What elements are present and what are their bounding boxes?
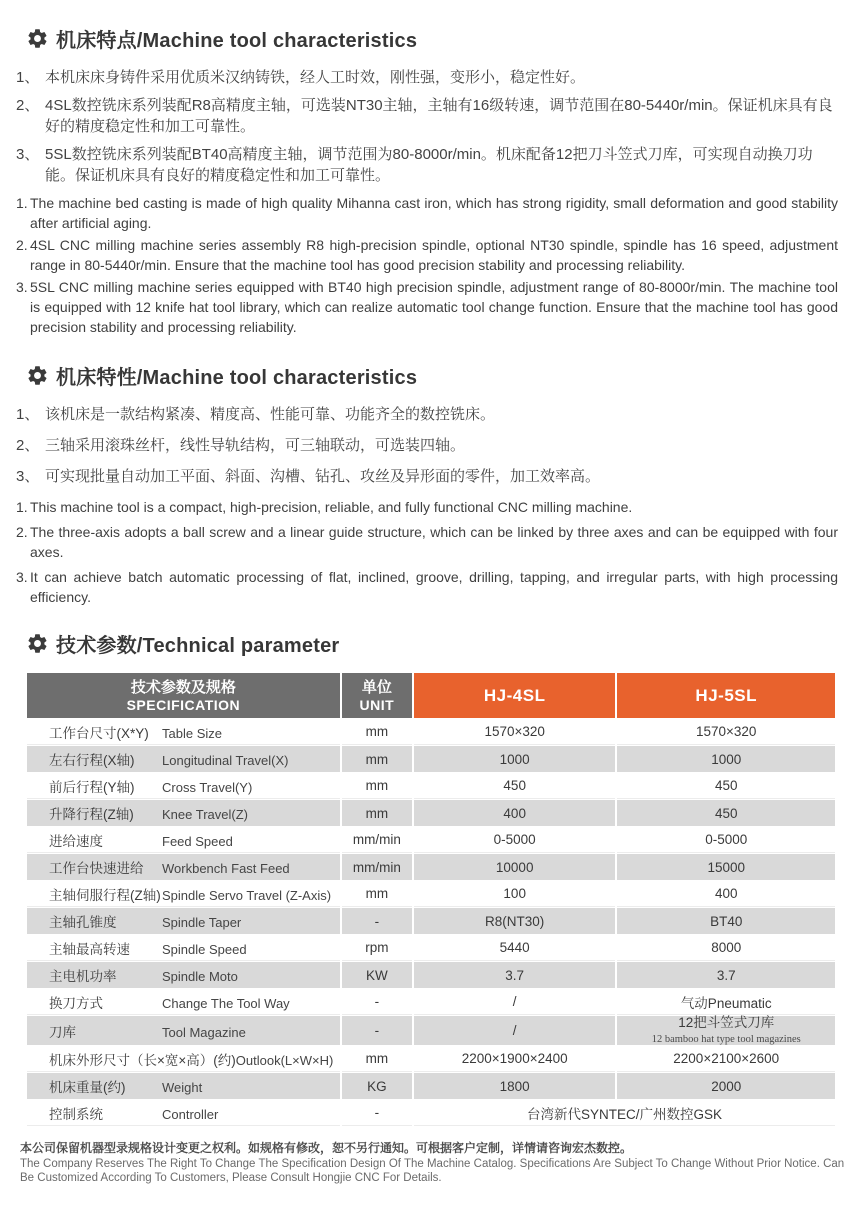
value-cell-span: 台湾新代SYNTEC/广州数控GSK bbox=[414, 1100, 835, 1126]
spec-cell bbox=[27, 935, 340, 961]
value-cell-hj4sl: 100 bbox=[414, 881, 616, 907]
spec-label-cn: 机床重量(约) bbox=[49, 1080, 126, 1095]
value-cell-hj4sl: 1000 bbox=[414, 746, 616, 772]
list-item bbox=[16, 235, 838, 275]
list-item-number: 2. bbox=[16, 524, 28, 540]
value-cell-hj5sl: 3.7 bbox=[617, 962, 835, 988]
spec-label-cn: 控制系统 bbox=[49, 1106, 103, 1122]
col-header-unit-cn: 单位 bbox=[361, 678, 392, 696]
footer-note-en: The Company Reserves The Right To Change The Specification Design Of The Machine Catalog. Specifications Are Subject To Change Without Prior Notice. Can Be Customized According To Customers, Please Consult Hongjie CNC For Details. bbox=[20, 1158, 845, 1184]
unit-cell: mm bbox=[342, 746, 412, 772]
list-item-text: 4SL CNC milling machine series assembly R8 high-precision spindle, optional NT30 spindle, spindle has 16 speed, adjustment range in 80-5440r/min. Ensure that the machine tool has good precision stability and processing reliability. bbox=[30, 237, 838, 273]
spec-cell bbox=[27, 854, 340, 880]
unit-cell: mm bbox=[342, 719, 412, 745]
value-cell-hj4sl: 1570×320 bbox=[414, 719, 616, 745]
value-cell-hj5sl: 450 bbox=[617, 773, 835, 799]
table-row bbox=[27, 746, 835, 772]
spec-label-cn: 前后行程(Y轴) bbox=[49, 779, 135, 795]
list-item-text: 5SL CNC milling machine series equipped with BT40 high precision spindle, adjustment range of 80-8000r/min. The machine tool is equipped with 12 knife hat tool library, which can realize automatic tool change function. Ensure that the machine tool has good precision stability and processing reliability. bbox=[30, 279, 838, 335]
table-row bbox=[27, 989, 835, 1015]
list-item-number: 2、 bbox=[16, 437, 40, 454]
section-heading bbox=[26, 629, 838, 658]
cn-feature-list bbox=[16, 67, 838, 186]
list-item-text: 本机床床身铸件采用优质米汉纳铸铁，经人工时效，刚性强，变形小，稳定性好。 bbox=[45, 69, 586, 86]
list-item-number: 1. bbox=[16, 499, 28, 515]
list-item bbox=[16, 435, 838, 456]
col-header-specification bbox=[27, 673, 340, 718]
list-item bbox=[16, 404, 838, 425]
spec-label-en: Cross Travel(Y) bbox=[162, 779, 253, 795]
spec-table-body bbox=[27, 719, 835, 1126]
spec-label-en: Change The Tool Way bbox=[162, 995, 290, 1011]
value-cell-hj5sl: 8000 bbox=[617, 935, 835, 961]
value-cell-hj4sl: 2200×1900×2400 bbox=[414, 1046, 616, 1072]
list-item-text: 4SL数控铣床系列装配R8高精度主轴，可选装NT30主轴，主轴有16级转速，调节范围在80-5440r/min。保证机床具有良好的精度稳定性和加工可靠性。 bbox=[45, 97, 833, 135]
list-item-number: 3. bbox=[16, 279, 28, 295]
value-cell-hj5sl: 2200×2100×2600 bbox=[617, 1046, 835, 1072]
table-row bbox=[27, 719, 835, 745]
value-cell-hj5sl bbox=[617, 1016, 835, 1045]
table-row bbox=[27, 962, 835, 988]
value-cell-hj4sl: 0-5000 bbox=[414, 827, 616, 853]
table-row bbox=[27, 773, 835, 799]
value-cell-hj5sl: BT40 bbox=[617, 908, 835, 934]
spec-cell bbox=[27, 962, 340, 988]
list-item-number: 1. bbox=[16, 195, 28, 211]
spec-label-cn: 升降行程(Z轴) bbox=[49, 807, 134, 822]
spec-label-en: Outlook(L×W×H) bbox=[235, 1052, 334, 1068]
cn-feature-list bbox=[16, 404, 838, 487]
list-item bbox=[16, 567, 838, 607]
value-cell-hj5sl: 15000 bbox=[617, 854, 835, 880]
spec-label-en: Spindle Moto bbox=[162, 969, 238, 984]
spec-cell bbox=[27, 773, 340, 799]
section-machine-characteristics-2 bbox=[16, 361, 838, 607]
list-item-text: 三轴采用滚珠丝杆，线性导轨结构，可三轴联动，可选装四轴。 bbox=[45, 437, 466, 454]
spec-label-en: Longitudinal Travel(X) bbox=[162, 753, 289, 768]
spec-label-cn: 主电机功率 bbox=[49, 969, 117, 984]
list-item bbox=[16, 277, 838, 337]
list-item-text: It can achieve batch automatic processing of flat, inclined, groove, drilling, tapping, and irregular parts, with high processing efficiency. bbox=[30, 569, 838, 605]
section-machine-characteristics-1 bbox=[16, 24, 838, 337]
table-row bbox=[27, 881, 835, 907]
list-item-number: 3、 bbox=[16, 468, 40, 485]
spec-label-cn: 主轴伺服行程(Z轴) bbox=[49, 887, 161, 903]
footer-note bbox=[20, 1140, 845, 1185]
col-header-unit bbox=[342, 673, 412, 718]
unit-cell: mm/min bbox=[342, 827, 412, 853]
col-header-unit-en: UNIT bbox=[359, 696, 395, 713]
unit-cell: - bbox=[342, 1100, 412, 1126]
spec-cell bbox=[27, 1073, 340, 1099]
list-item bbox=[16, 522, 838, 562]
unit-cell: mm/min bbox=[342, 854, 412, 880]
spec-cell bbox=[27, 746, 340, 772]
spec-label-cn: 进给速度 bbox=[49, 833, 103, 849]
spec-label-cn: 左右行程(X轴) bbox=[49, 753, 135, 768]
value-cell-hj5sl: 1570×320 bbox=[617, 719, 835, 745]
spec-label-en: Spindle Speed bbox=[162, 941, 247, 957]
list-item bbox=[16, 193, 838, 233]
en-feature-list bbox=[16, 497, 838, 607]
spec-cell bbox=[27, 800, 340, 826]
unit-cell: mm bbox=[342, 800, 412, 826]
unit-cell: mm bbox=[342, 773, 412, 799]
value-cell-hj4sl: 400 bbox=[414, 800, 616, 826]
value-cell-hj4sl: / bbox=[414, 989, 616, 1015]
section-title: 机床特性/Machine tool characteristics bbox=[56, 367, 418, 389]
footer-note-cn: 本公司保留机器型录规格设计变更之权利。如规格有修改，恕不另行通知。可根据客户定制，详情请咨询宏杰数控。 bbox=[20, 1141, 633, 1155]
list-item-text: 该机床是一款结构紧凑、精度高、性能可靠、功能齐全的数控铣床。 bbox=[45, 406, 496, 423]
spec-label-en: Knee Travel(Z) bbox=[162, 807, 248, 822]
table-row bbox=[27, 935, 835, 961]
section-heading bbox=[26, 361, 838, 390]
list-item-text: This machine tool is a compact, high-precision, reliable, and fully functional CNC milling machine. bbox=[30, 499, 633, 515]
table-header-row bbox=[27, 673, 835, 718]
spec-label-cn: 主轴孔锥度 bbox=[49, 915, 117, 930]
table-row bbox=[27, 800, 835, 826]
spec-cell bbox=[27, 1100, 340, 1126]
unit-cell: - bbox=[342, 989, 412, 1015]
table-row bbox=[27, 854, 835, 880]
list-item-number: 2、 bbox=[16, 97, 40, 114]
gear-icon bbox=[26, 364, 49, 387]
list-item bbox=[16, 67, 838, 88]
table-row bbox=[27, 1046, 835, 1072]
spec-label-cn: 换刀方式 bbox=[49, 995, 103, 1011]
table-row bbox=[27, 1016, 835, 1045]
spec-cell bbox=[27, 1016, 340, 1045]
value-cell-hj4sl: / bbox=[414, 1016, 616, 1045]
list-item bbox=[16, 95, 838, 137]
list-item-number: 3、 bbox=[16, 146, 40, 163]
unit-cell: - bbox=[342, 908, 412, 934]
spec-cell bbox=[27, 1046, 340, 1072]
list-item-number: 3. bbox=[16, 569, 28, 585]
spec-label-cn: 工作台尺寸(X*Y) bbox=[49, 725, 149, 741]
spec-label-en: Feed Speed bbox=[162, 833, 233, 849]
value-cell-hj5sl: 气动Pneumatic bbox=[617, 989, 835, 1015]
list-item-text: The machine bed casting is made of high quality Mihanna cast iron, which has strong rigidity, small deformation and good stability after artificial aging. bbox=[30, 195, 838, 231]
spec-table bbox=[25, 672, 837, 1127]
value-sub: 12 bamboo hat type tool magazines bbox=[651, 1034, 801, 1045]
spec-label-en: Tool Magazine bbox=[162, 1024, 246, 1040]
section-title: 机床特点/Machine tool characteristics bbox=[56, 30, 418, 52]
spec-cell bbox=[27, 881, 340, 907]
col-header-model-hj5sl: HJ-5SL bbox=[617, 673, 835, 718]
spec-label-en: Spindle Taper bbox=[162, 915, 242, 930]
list-item-text: 可实现批量自动加工平面、斜面、沟槽、钻孔、攻丝及异形面的零件，加工效率高。 bbox=[45, 468, 601, 485]
table-row bbox=[27, 827, 835, 853]
section-title: 技术参数/Technical parameter bbox=[56, 635, 340, 657]
list-item-text: 5SL数控铣床系列装配BT40高精度主轴，调节范围为80-8000r/min。机床配备12把刀斗笠式刀库，可实现自动换刀功能。保证机床具有良好的精度稳定性和加工可靠性。 bbox=[45, 146, 813, 184]
spec-label-cn: 主轴最高转速 bbox=[49, 941, 130, 957]
spec-label-en: Table Size bbox=[162, 725, 222, 741]
spec-label-en: Workbench Fast Feed bbox=[162, 861, 290, 876]
gear-icon bbox=[26, 27, 49, 50]
list-item bbox=[16, 497, 838, 517]
table-row bbox=[27, 1100, 835, 1126]
value-cell-hj5sl: 450 bbox=[617, 800, 835, 826]
value-cell-hj4sl: 5440 bbox=[414, 935, 616, 961]
spec-cell bbox=[27, 908, 340, 934]
value-cell-hj4sl: R8(NT30) bbox=[414, 908, 616, 934]
unit-cell: KG bbox=[342, 1073, 412, 1099]
value-cell-hj5sl: 400 bbox=[617, 881, 835, 907]
spec-cell bbox=[27, 827, 340, 853]
list-item-text: The three-axis adopts a ball screw and a linear guide structure, which can be linked by three axes and can be equipped with four axes. bbox=[30, 524, 838, 560]
value-cell-hj5sl: 1000 bbox=[617, 746, 835, 772]
spec-cell bbox=[27, 989, 340, 1015]
list-item-number: 1、 bbox=[16, 406, 40, 423]
spec-label-en: Weight bbox=[162, 1080, 203, 1095]
spec-label-cn: 工作台快速进给 bbox=[49, 861, 144, 876]
value-cell-hj5sl: 2000 bbox=[617, 1073, 835, 1099]
value-cell-hj5sl: 0-5000 bbox=[617, 827, 835, 853]
en-feature-list bbox=[16, 193, 838, 337]
unit-cell: rpm bbox=[342, 935, 412, 961]
unit-cell: KW bbox=[342, 962, 412, 988]
value-cell-hj4sl: 10000 bbox=[414, 854, 616, 880]
gear-icon bbox=[26, 632, 49, 655]
spec-label-cn: 刀库 bbox=[49, 1024, 76, 1040]
table-row bbox=[27, 908, 835, 934]
section-heading bbox=[26, 24, 838, 53]
spec-cell bbox=[27, 719, 340, 745]
unit-cell: mm bbox=[342, 1046, 412, 1072]
section-technical-parameter bbox=[16, 629, 838, 1127]
list-item-number: 2. bbox=[16, 237, 28, 253]
spec-label-en: Spindle Servo Travel (Z-Axis) bbox=[162, 887, 332, 903]
unit-cell: - bbox=[342, 1016, 412, 1045]
value-main: 12把斗笠式刀库 bbox=[678, 1015, 775, 1030]
value-cell-hj4sl: 450 bbox=[414, 773, 616, 799]
spec-label-en: Controller bbox=[162, 1106, 219, 1122]
col-header-spec-en: SPECIFICATION bbox=[126, 696, 241, 713]
list-item bbox=[16, 144, 838, 186]
list-item bbox=[16, 466, 838, 487]
value-cell-hj4sl: 3.7 bbox=[414, 962, 616, 988]
unit-cell: mm bbox=[342, 881, 412, 907]
col-header-spec-cn: 技术参数及规格 bbox=[130, 678, 236, 696]
spec-label-cn: 机床外形尺寸（长×宽×高）(约) bbox=[49, 1052, 236, 1068]
col-header-model-hj4sl: HJ-4SL bbox=[414, 673, 616, 718]
list-item-number: 1、 bbox=[16, 69, 40, 86]
table-row bbox=[27, 1073, 835, 1099]
value-cell-hj4sl: 1800 bbox=[414, 1073, 616, 1099]
